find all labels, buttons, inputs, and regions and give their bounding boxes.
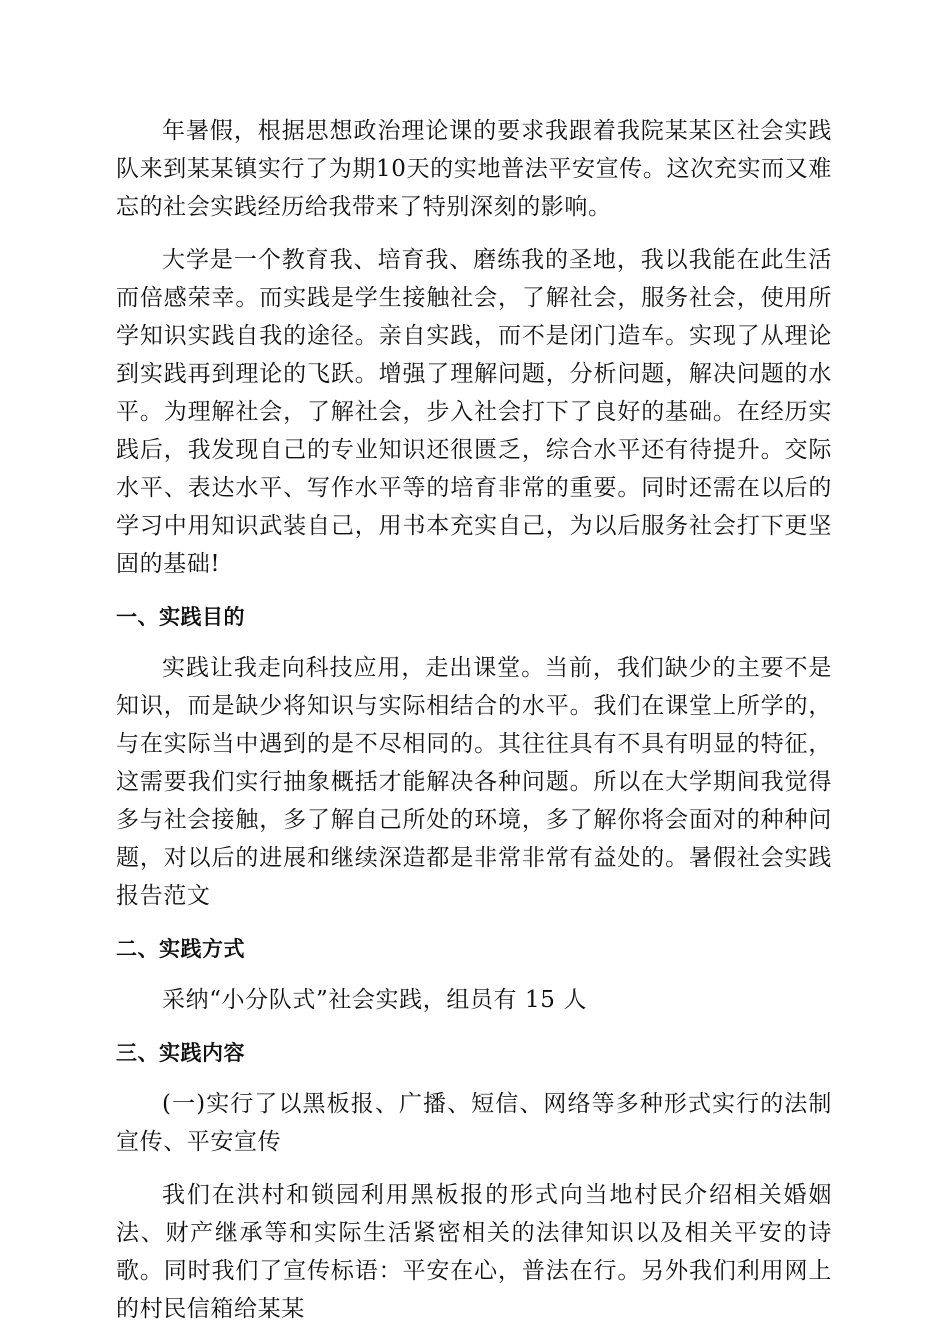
heading-practice-method: 二、实践方式	[116, 937, 245, 961]
paragraph-intro: 年暑假，根据思想政治理论课的要求我跟着我院某某区社会实践队来到某某镇实行了为期10天的实地普法平安宣传。这次充实而又难忘的社会实践经历给我带来了特别深刻的影响。	[116, 118, 832, 220]
heading-practice-purpose: 一、实践目的	[116, 605, 245, 629]
document-page	[116, 112, 832, 1343]
paragraph-practice-method: 采纳“小分队式”社会实践，组员有 15 人	[162, 987, 588, 1013]
paragraph-university: 大学是一个教育我、培育我、磨练我的圣地，我以我能在此生活而倍感荣幸。而实践是学生接触社会，了解社会，服务社会，使用所学知识实践自我的途径。亲自实践，而不是闭门造车。实现了从理论到实践再到理论的飞跃。增强了理解问题，分析问题，解决问题的水平。为理解社会，了解社会，步入社会打下了良好的基础。在经历实践后，我发现自己的专业知识还很匮乏，综合水平还有待提升。交际水平、表达水平、写作水平等的培育非常的重要。同时还需在以后的学习中用知识武装自己，用书本充实自己，为以后服务社会打下更坚固的基础!	[116, 247, 832, 577]
paragraph-practice-purpose: 实践让我走向科技应用，走出课堂。当前，我们缺少的主要不是知识，而是缺少将知识与实际相结合的水平。我们在课堂上所学的，与在实际当中遇到的是不尽相同的。其往往具有不具有明显的特征，这需要我们实行抽象概括才能解决各种问题。所以在大学期间我觉得多与社会接触，多了解自己所处的环境，多了解你将会面对的种种问题，对以后的进展和继续深造都是非常非常有益处的。暑假社会实践报告范文	[116, 655, 832, 909]
paragraph-content-item-1: (一)实行了以黑板报、广播、短信、网络等多种形式实行的法制宣传、平安宣传	[116, 1091, 832, 1155]
heading-practice-content: 三、实践内容	[116, 1041, 245, 1065]
paragraph-content-detail: 我们在洪村和锁园利用黑板报的形式向当地村民介绍相关婚姻法、财产继承等和实际生活紧密相关的法律知识以及相关平安的诗歌。同时我们了宣传标语：平安在心，普法在行。另外我们利用网上的村民信箱给某某	[116, 1182, 832, 1322]
